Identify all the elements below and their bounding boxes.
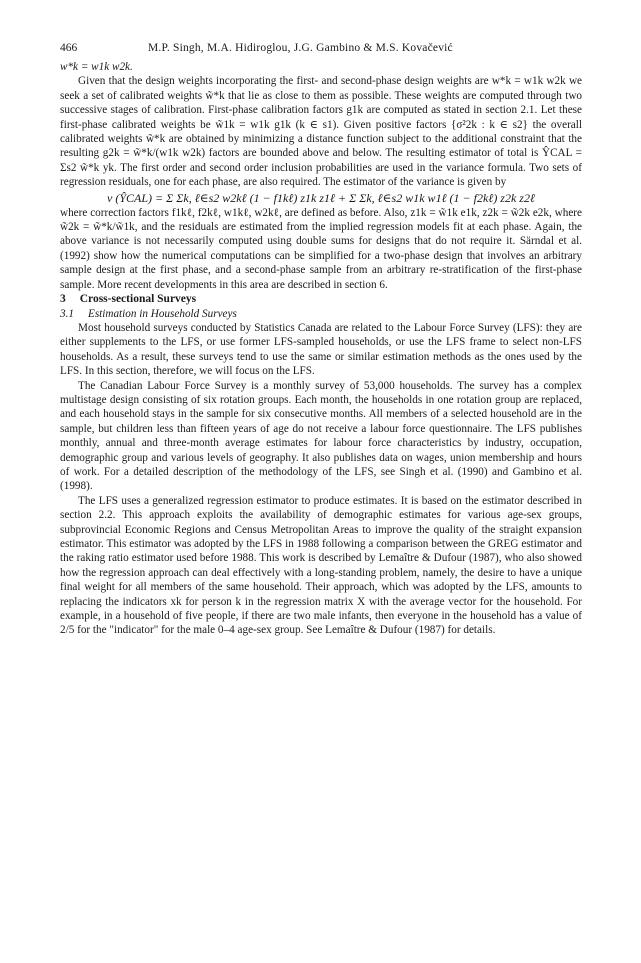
subsection-number: 3.1 xyxy=(60,307,74,320)
paragraph-lfs-design: The Canadian Labour Force Survey is a monthly survey of 53,000 households. The survey has a complex multistage design consisting of six rotation groups. Each month, the households in one rotation group are replaced, and each household stays in the sample for six consecutive months. All members of a selected household are in the sample, but children less than fifteen years of age do not receive a labour force questionnaire. The LFS publishes monthly, annual and three-month average estimates for labour force characteristics by industry, occupation, demographic group and various levels of geography. It also publishes data on wages, union membership and hours of work. For a detailed description of the methodology of the LFS, see Singh et al. (1990) and Gambino et al. (1998). xyxy=(60,379,582,493)
paragraph-correction-factors: where correction factors f1kℓ, f2kℓ, w1kℓ, w2kℓ, are defined as before. Also, z1k = w̃1k e1k, z2k = w̃2k e2k, where w̃2k = w̃*k/w̃1k, and the residuals are estimated from the implied regression models fit at each phase. Again, the above variance is not necessarily computed using double sums for designs that do not require it. Särndal et al. (1992) show how the numerical computations can be simplified for a two-phase design that involves an arbitrary sample design at the first phase, and a second-phase sample from an arbitrary re-stratification of the first-phase sample. More recent developments in this area are described in section 6. xyxy=(60,206,582,291)
subsection-title: Estimation in Household Surveys xyxy=(87,307,237,320)
paragraph-greg-estimator: The LFS uses a generalized regression estimator to produce estimates. It is based on the estimator described in section 2.2. This approach exploits the availability of demographic estimates for various age-sex groups, subprovincial Economic Regions and Census Metropolitan Areas to improve the quality of the straight expansion estimator. This estimator was adopted by the LFS in 1988 following a comparison between the GREG estimator and the raking ratio estimator used before 1988. This work is described by Lemaître & Dufour (1987), who also showed how the regression approach can deal effectively with a long-standing problem, namely, the desire to have a unique final weight for all members of the same household. Their approach, which was adopted by the LFS, amounts to replacing the indicators xk for person k in the regression matrix X with the average vector for the household. For example, in a household of five people, if there are two male infants, then everyone in the household has a value of 2/5 for the "indicator" for the male 0–4 age-sex group. See Lemaître & Dufour (1987) for details. xyxy=(60,494,582,637)
section-number: 3 xyxy=(60,293,66,306)
variance-formula: v (ŶCAL) = Σ Σk, ℓ∈s2 w2kℓ (1 − f1kℓ) z1k z1ℓ + Σ Σk, ℓ∈s2 w1k w1ℓ (1 − f2kℓ) z2k z2ℓ xyxy=(107,190,535,205)
subsection-heading xyxy=(60,307,582,321)
article-body xyxy=(60,60,582,638)
paragraph-calibration: Given that the design weights incorporating the first- and second-phase design weights are w*k = w1k w2k we seek a set of calibrated weights w̃*k that lie as close to them as possible. These weights are computed through two successive stages of calibration. First-phase calibration factors g1k are computed as stated in section 2.1. Let these first-phase calibrated weights be w̃1k = w1k g1k (k ∈ s1). Given positive factors {σ²2k : k ∈ s2} the overall calibrated weights w̃*k are obtained by minimizing a distance function subject to the additional constraint that the resulting g2k = w̃*k/(w1k w2k) factors are bounded above and below. The resulting estimator of total is ŶCAL = Σs2 w̃*k yk. The first order and second order inclusion probabilities are used in the variance formula. Two sets of regression residuals, one for each phase, are also required. The estimator of the variance is given by xyxy=(60,75,582,189)
page-header xyxy=(60,41,581,55)
weight-equation: w*k = w1k w2k. xyxy=(60,61,133,73)
paragraph-household-surveys: Most household surveys conducted by Statistics Canada are related to the Labour Force Survey (LFS): they are either supplements to the LFS, or use former LFS-sampled households, or use the LFS frame to select non-LFS households. As a result, these surveys tend to use the same or similar estimation methods as the ones used by the LFS. In this section, therefore, we will focus on the LFS. xyxy=(60,321,582,378)
page-number: 466 xyxy=(60,42,78,54)
section-title: Cross-sectional Surveys xyxy=(79,293,197,306)
section-heading xyxy=(60,292,582,306)
running-head: M.P. Singh, M.A. Hidiroglou, J.G. Gambino & M.S. Kovačević xyxy=(148,42,453,54)
